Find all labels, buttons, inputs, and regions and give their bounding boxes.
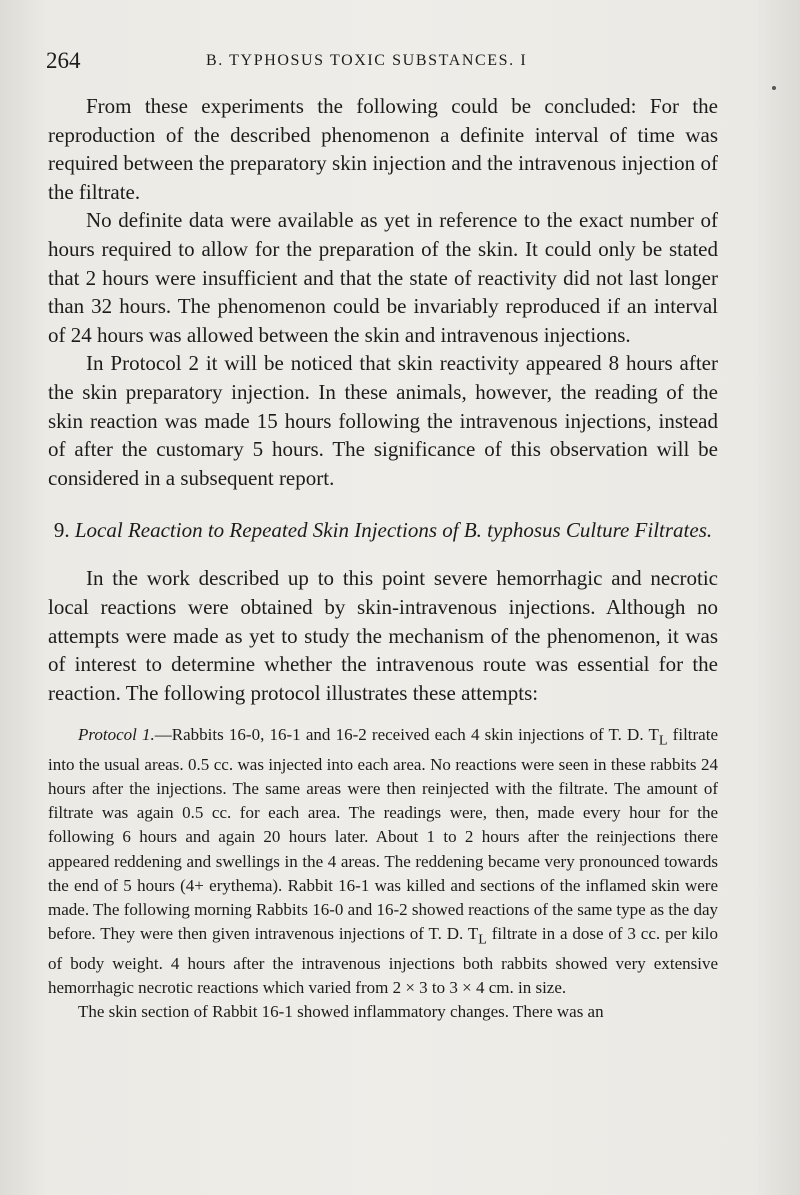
paragraph-protocol-2-note: In Protocol 2 it will be noticed that skin reactivity appeared 8 hours after the skin preparatory injection. In these animals, however, the reading of the skin reaction was made 15 hours following the intravenous injections, instead of after the customary 5 hours. The significance of this observation will be considered in a subsequent report. (48, 351, 718, 490)
protocol-text-a: —Rabbits 16-0, 16-1 and 16-2 received each 4 skin injections of T. D. T (154, 725, 659, 745)
page-header (46, 48, 740, 78)
protocol-text-c: filtrate in a dose of 3 cc. per kilo of body weight. 4 hours after the intravenous injections both rabbits showed very extensive hemorrhagic necrotic reactions which varied from 2 × 3 to 3 × 4 cm. in size. (48, 924, 718, 998)
protocol-block (48, 723, 718, 1024)
paragraph-final: The skin section of Rabbit 16-1 showed inflammatory changes. There was an (78, 1002, 604, 1022)
paragraph-data-availability: No definite data were available as yet in reference to the exact number of hours required to allow for the preparation of the skin. It could only be stated that 2 hours were insufficient and that the state of reactivity did not last longer than 32 hours. The phenomenon could be invariably reproduced if an interval of 24 hours was allowed between the skin and intravenous injections. (48, 208, 718, 347)
protocol-subscript-2: L (478, 931, 487, 948)
section-title: Local Reaction to Repeated Skin Injections of B. typhosus Culture Filtrates. (74, 518, 713, 543)
page-number: 264 (46, 48, 81, 73)
paper-speck (772, 86, 776, 90)
protocol-text-b: filtrate into the usual areas. 0.5 cc. was injected into each area. No reactions were seen in these rabbits 24 hours after the injections. The same areas were then reinjected with the filtrate. The amount of filtrate was again 0.5 cc. for each area. The readings were, then, made every hour for the following 6 hours and again 20 hours later. About 1 to 2 hours after the reinjections there appeared reddening and swellings in the 4 areas. The reddening became very pronounced towards the end of 5 hours (4+ erythema). Rabbit 16-1 was killed and sections of the inflamed skin were made. The following morning Rabbits 16-0 and 16-2 showed reactions of the same type as the day before. They were then given intravenous injections of T. D. T (48, 725, 718, 944)
paragraph-section-intro: In the work described up to this point severe hemorrhagic and necrotic local reactions were obtained by skin-intravenous injections. Although no attempts were made as yet to study the mechanism of the phenomenon, it was of interest to determine whether the intravenous route was essential for the reaction. The following protocol illustrates these attempts: (48, 566, 718, 705)
section-heading (48, 516, 718, 544)
protocol-paragraph (48, 723, 718, 1000)
protocol-subscript: L (658, 732, 668, 749)
section-number: 9. (53, 518, 70, 543)
protocol-label: Protocol 1. (78, 725, 155, 745)
body-text (48, 92, 718, 1025)
paragraph-conclusion: From these experiments the following could be concluded: For the reproduction of the described phenomenon a definite interval of time was required between the preparatory skin injection and the intravenous injection of the filtrate. (48, 94, 718, 204)
running-head: B. TYPHOSUS TOXIC SUBSTANCES. I (206, 52, 528, 69)
